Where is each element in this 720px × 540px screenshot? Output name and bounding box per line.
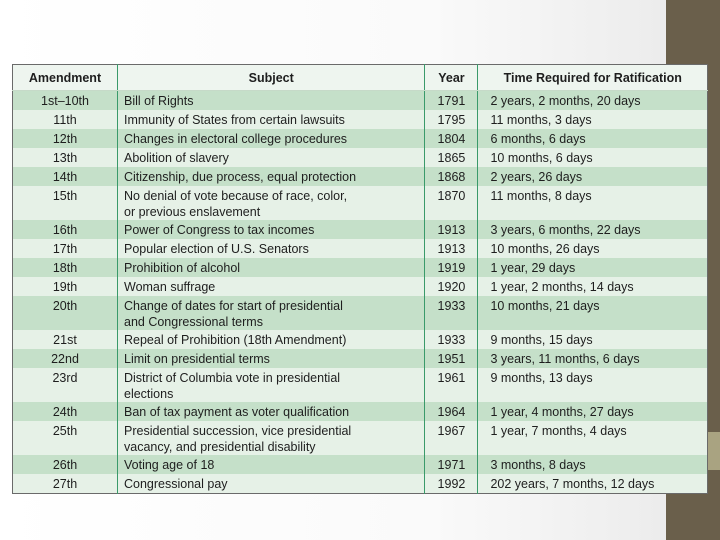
amendment-cell: 11th bbox=[13, 110, 118, 129]
subject-line: Bill of Rights bbox=[124, 94, 194, 108]
header-subject: Subject bbox=[118, 65, 425, 91]
amendment-cell: 16th bbox=[13, 220, 118, 239]
amendment-cell: 1st–10th bbox=[13, 91, 118, 111]
table-row bbox=[13, 239, 708, 258]
time-cell: 202 years, 7 months, 12 days bbox=[478, 474, 708, 494]
subject-cell bbox=[118, 258, 425, 277]
table-row bbox=[13, 474, 708, 494]
time-cell: 6 months, 6 days bbox=[478, 129, 708, 148]
amendments-table bbox=[12, 64, 708, 494]
table-row bbox=[13, 330, 708, 349]
year-cell: 1964 bbox=[425, 402, 478, 421]
amendment-cell: 24th bbox=[13, 402, 118, 421]
amendment-cell: 17th bbox=[13, 239, 118, 258]
subject-cell bbox=[118, 129, 425, 148]
table-row bbox=[13, 91, 708, 111]
subject-cell bbox=[118, 148, 425, 167]
subject-line: No denial of vote because of race, color, bbox=[124, 189, 348, 203]
time-cell: 2 years, 2 months, 20 days bbox=[478, 91, 708, 111]
amendment-cell: 23rd bbox=[13, 368, 118, 402]
amendment-cell: 27th bbox=[13, 474, 118, 494]
year-cell: 1961 bbox=[425, 368, 478, 402]
subject-cell bbox=[118, 330, 425, 349]
amendment-cell: 22nd bbox=[13, 349, 118, 368]
subject-line: Prohibition of alcohol bbox=[124, 261, 241, 275]
subject-line: Popular election of U.S. Senators bbox=[124, 242, 309, 256]
year-cell: 1913 bbox=[425, 239, 478, 258]
subject-cell bbox=[118, 474, 425, 494]
year-cell: 1992 bbox=[425, 474, 478, 494]
header-amendment: Amendment bbox=[13, 65, 118, 91]
subject-cell bbox=[118, 421, 425, 455]
subject-line: District of Columbia vote in presidential bbox=[124, 371, 341, 385]
subject-cell bbox=[118, 220, 425, 239]
year-cell: 1913 bbox=[425, 220, 478, 239]
amendment-cell: 12th bbox=[13, 129, 118, 148]
time-cell: 3 years, 11 months, 6 days bbox=[478, 349, 708, 368]
subject-line: or previous enslavement bbox=[124, 205, 261, 219]
time-cell: 2 years, 26 days bbox=[478, 167, 708, 186]
header-year: Year bbox=[425, 65, 478, 91]
subject-line: Power of Congress to tax incomes bbox=[124, 223, 315, 237]
table-header-row bbox=[13, 65, 708, 91]
year-cell: 1967 bbox=[425, 421, 478, 455]
subject-cell bbox=[118, 368, 425, 402]
amendment-cell: 13th bbox=[13, 148, 118, 167]
time-cell: 9 months, 15 days bbox=[478, 330, 708, 349]
amendment-cell: 20th bbox=[13, 296, 118, 330]
table-row bbox=[13, 277, 708, 296]
subject-cell bbox=[118, 296, 425, 330]
time-cell: 1 year, 4 months, 27 days bbox=[478, 402, 708, 421]
subject-cell bbox=[118, 239, 425, 258]
subject-line: Presidential succession, vice presidential bbox=[124, 424, 352, 438]
table-row bbox=[13, 368, 708, 402]
table-row bbox=[13, 110, 708, 129]
time-cell: 11 months, 3 days bbox=[478, 110, 708, 129]
year-cell: 1791 bbox=[425, 91, 478, 111]
header-time: Time Required for Ratification bbox=[478, 65, 708, 91]
subject-line: Changes in electoral college procedures bbox=[124, 132, 348, 146]
time-cell: 1 year, 29 days bbox=[478, 258, 708, 277]
subject-line: Abolition of slavery bbox=[124, 151, 229, 165]
table-row bbox=[13, 258, 708, 277]
subject-line: Woman suffrage bbox=[124, 280, 216, 294]
subject-cell bbox=[118, 186, 425, 220]
subject-line: Immunity of States from certain lawsuits bbox=[124, 113, 345, 127]
subject-cell bbox=[118, 167, 425, 186]
time-cell: 10 months, 26 days bbox=[478, 239, 708, 258]
amendment-cell: 19th bbox=[13, 277, 118, 296]
year-cell: 1804 bbox=[425, 129, 478, 148]
year-cell: 1870 bbox=[425, 186, 478, 220]
year-cell: 1919 bbox=[425, 258, 478, 277]
time-cell: 11 months, 8 days bbox=[478, 186, 708, 220]
year-cell: 1933 bbox=[425, 330, 478, 349]
year-cell: 1868 bbox=[425, 167, 478, 186]
subject-line: Congressional pay bbox=[124, 477, 228, 491]
amendment-cell: 15th bbox=[13, 186, 118, 220]
subject-cell bbox=[118, 455, 425, 474]
time-cell: 3 months, 8 days bbox=[478, 455, 708, 474]
subject-cell bbox=[118, 110, 425, 129]
table-row bbox=[13, 186, 708, 220]
table-row bbox=[13, 220, 708, 239]
subject-cell bbox=[118, 349, 425, 368]
time-cell: 10 months, 6 days bbox=[478, 148, 708, 167]
subject-cell bbox=[118, 402, 425, 421]
subject-line: Citizenship, due process, equal protection bbox=[124, 170, 357, 184]
time-cell: 1 year, 7 months, 4 days bbox=[478, 421, 708, 455]
year-cell: 1933 bbox=[425, 296, 478, 330]
table-row bbox=[13, 167, 708, 186]
subject-line: Change of dates for start of presidential bbox=[124, 299, 343, 313]
table-row bbox=[13, 349, 708, 368]
table-row bbox=[13, 402, 708, 421]
amendment-cell: 14th bbox=[13, 167, 118, 186]
table-row bbox=[13, 455, 708, 474]
year-cell: 1971 bbox=[425, 455, 478, 474]
amendment-cell: 18th bbox=[13, 258, 118, 277]
year-cell: 1920 bbox=[425, 277, 478, 296]
subject-line: Ban of tax payment as voter qualification bbox=[124, 405, 350, 419]
decorative-accent-block bbox=[706, 432, 720, 470]
subject-line: vacancy, and presidential disability bbox=[124, 440, 316, 454]
subject-line: Limit on presidential terms bbox=[124, 352, 270, 366]
subject-cell bbox=[118, 91, 425, 111]
table-row bbox=[13, 129, 708, 148]
year-cell: 1951 bbox=[425, 349, 478, 368]
subject-line: elections bbox=[124, 387, 174, 401]
subject-line: Repeal of Prohibition (18th Amendment) bbox=[124, 333, 347, 347]
year-cell: 1795 bbox=[425, 110, 478, 129]
time-cell: 3 years, 6 months, 22 days bbox=[478, 220, 708, 239]
amendment-cell: 26th bbox=[13, 455, 118, 474]
amendment-cell: 21st bbox=[13, 330, 118, 349]
time-cell: 10 months, 21 days bbox=[478, 296, 708, 330]
amendment-cell: 25th bbox=[13, 421, 118, 455]
table-row bbox=[13, 296, 708, 330]
year-cell: 1865 bbox=[425, 148, 478, 167]
subject-cell bbox=[118, 277, 425, 296]
subject-line: Voting age of 18 bbox=[124, 458, 215, 472]
table-row bbox=[13, 421, 708, 455]
time-cell: 1 year, 2 months, 14 days bbox=[478, 277, 708, 296]
subject-line: and Congressional terms bbox=[124, 315, 263, 329]
table-row bbox=[13, 148, 708, 167]
time-cell: 9 months, 13 days bbox=[478, 368, 708, 402]
